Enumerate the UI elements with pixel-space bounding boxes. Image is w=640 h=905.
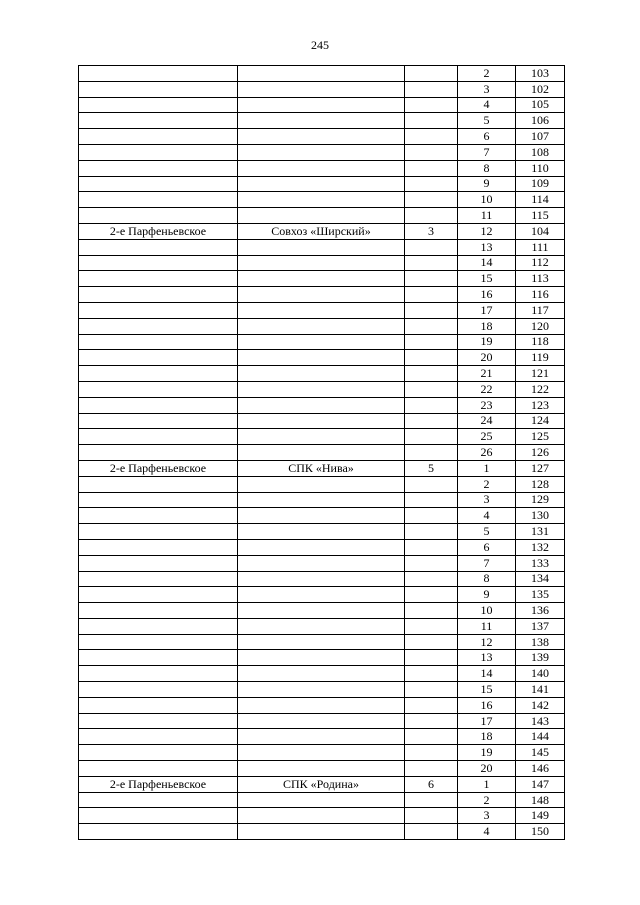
- field-number-cell: 123: [516, 397, 565, 413]
- field-number-cell: 124: [516, 413, 565, 429]
- item-number-cell: 20: [458, 350, 516, 366]
- settlement-cell: [79, 587, 238, 603]
- settlement-cell: [79, 287, 238, 303]
- settlement-cell: [79, 318, 238, 334]
- settlement-cell: [79, 824, 238, 840]
- field-number-cell: 102: [516, 81, 565, 97]
- enterprise-cell: [238, 239, 405, 255]
- section-number-cell: 3: [405, 223, 458, 239]
- section-number-cell: [405, 302, 458, 318]
- item-number-cell: 3: [458, 81, 516, 97]
- item-number-cell: 10: [458, 192, 516, 208]
- item-number-cell: 4: [458, 97, 516, 113]
- table-row: [79, 271, 565, 287]
- enterprise-cell: [238, 429, 405, 445]
- field-number-cell: 121: [516, 366, 565, 382]
- table-row: [79, 129, 565, 145]
- section-number-cell: [405, 492, 458, 508]
- section-number-cell: [405, 113, 458, 129]
- field-number-cell: 113: [516, 271, 565, 287]
- field-number-cell: 129: [516, 492, 565, 508]
- item-number-cell: 21: [458, 366, 516, 382]
- table-row: [79, 476, 565, 492]
- table-row: [79, 160, 565, 176]
- item-number-cell: 6: [458, 129, 516, 145]
- section-number-cell: [405, 555, 458, 571]
- table-row: [79, 524, 565, 540]
- settlement-cell: [79, 381, 238, 397]
- field-number-cell: 108: [516, 144, 565, 160]
- section-number-cell: 5: [405, 460, 458, 476]
- enterprise-cell: [238, 144, 405, 160]
- enterprise-cell: [238, 634, 405, 650]
- item-number-cell: 12: [458, 223, 516, 239]
- item-number-cell: 18: [458, 318, 516, 334]
- table-row: [79, 144, 565, 160]
- enterprise-cell: [238, 555, 405, 571]
- enterprise-cell: [238, 524, 405, 540]
- enterprise-cell: [238, 761, 405, 777]
- enterprise-cell: [238, 603, 405, 619]
- item-number-cell: 13: [458, 650, 516, 666]
- field-number-cell: 145: [516, 745, 565, 761]
- settlement-cell: [79, 729, 238, 745]
- field-number-cell: 130: [516, 508, 565, 524]
- section-number-cell: [405, 97, 458, 113]
- enterprise-cell: [238, 697, 405, 713]
- item-number-cell: 2: [458, 476, 516, 492]
- item-number-cell: 11: [458, 208, 516, 224]
- settlement-cell: 2-е Парфеньевское: [79, 223, 238, 239]
- field-number-cell: 147: [516, 776, 565, 792]
- field-number-cell: 148: [516, 792, 565, 808]
- settlement-cell: [79, 524, 238, 540]
- section-number-cell: [405, 381, 458, 397]
- field-number-cell: 141: [516, 682, 565, 698]
- settlement-cell: [79, 429, 238, 445]
- table-row: [79, 492, 565, 508]
- enterprise-cell: СПК «Родина»: [238, 776, 405, 792]
- settlement-cell: [79, 808, 238, 824]
- section-number-cell: [405, 129, 458, 145]
- item-number-cell: 1: [458, 776, 516, 792]
- field-number-cell: 146: [516, 761, 565, 777]
- table-row: [79, 302, 565, 318]
- settlement-cell: [79, 397, 238, 413]
- enterprise-cell: [238, 445, 405, 461]
- enterprise-cell: [238, 682, 405, 698]
- table-row: [79, 650, 565, 666]
- settlement-cell: [79, 129, 238, 145]
- settlement-cell: [79, 650, 238, 666]
- enterprise-cell: [238, 539, 405, 555]
- field-number-cell: 106: [516, 113, 565, 129]
- item-number-cell: 15: [458, 271, 516, 287]
- settlement-cell: [79, 445, 238, 461]
- section-number-cell: [405, 666, 458, 682]
- field-number-cell: 118: [516, 334, 565, 350]
- field-number-cell: 142: [516, 697, 565, 713]
- field-number-cell: 122: [516, 381, 565, 397]
- table-row: [79, 587, 565, 603]
- table-row: [79, 318, 565, 334]
- item-number-cell: 16: [458, 287, 516, 303]
- item-number-cell: 23: [458, 397, 516, 413]
- item-number-cell: 17: [458, 302, 516, 318]
- settlement-cell: 2-е Парфеньевское: [79, 776, 238, 792]
- section-number-cell: [405, 350, 458, 366]
- settlement-cell: [79, 350, 238, 366]
- item-number-cell: 19: [458, 334, 516, 350]
- field-number-cell: 115: [516, 208, 565, 224]
- section-number-cell: [405, 66, 458, 82]
- settlement-cell: [79, 745, 238, 761]
- table-row: [79, 66, 565, 82]
- enterprise-cell: [238, 650, 405, 666]
- section-number-cell: [405, 729, 458, 745]
- enterprise-cell: [238, 97, 405, 113]
- table-row: [79, 381, 565, 397]
- field-number-cell: 127: [516, 460, 565, 476]
- settlement-cell: [79, 682, 238, 698]
- enterprise-cell: [238, 208, 405, 224]
- table-row: [79, 366, 565, 382]
- section-number-cell: [405, 650, 458, 666]
- table-row: [79, 460, 565, 476]
- table-row: [79, 776, 565, 792]
- table-row: [79, 571, 565, 587]
- item-number-cell: 12: [458, 634, 516, 650]
- table-row: [79, 761, 565, 777]
- section-number-cell: [405, 476, 458, 492]
- enterprise-cell: Совхоз «Ширский»: [238, 223, 405, 239]
- enterprise-cell: [238, 160, 405, 176]
- table-row: [79, 713, 565, 729]
- item-number-cell: 1: [458, 460, 516, 476]
- section-number-cell: [405, 318, 458, 334]
- settlement-cell: [79, 603, 238, 619]
- table-row: [79, 192, 565, 208]
- section-number-cell: [405, 366, 458, 382]
- field-number-cell: 105: [516, 97, 565, 113]
- data-table: [78, 65, 565, 840]
- table-row: [79, 603, 565, 619]
- settlement-cell: [79, 476, 238, 492]
- field-number-cell: 112: [516, 255, 565, 271]
- field-number-cell: 134: [516, 571, 565, 587]
- field-number-cell: 139: [516, 650, 565, 666]
- item-number-cell: 14: [458, 255, 516, 271]
- page-number: 245: [311, 38, 329, 52]
- item-number-cell: 18: [458, 729, 516, 745]
- item-number-cell: 22: [458, 381, 516, 397]
- section-number-cell: [405, 192, 458, 208]
- table-row: [79, 508, 565, 524]
- settlement-cell: [79, 113, 238, 129]
- field-number-cell: 144: [516, 729, 565, 745]
- item-number-cell: 26: [458, 445, 516, 461]
- field-number-cell: 126: [516, 445, 565, 461]
- table-row: [79, 413, 565, 429]
- settlement-cell: [79, 192, 238, 208]
- section-number-cell: [405, 618, 458, 634]
- settlement-cell: [79, 366, 238, 382]
- enterprise-cell: [238, 192, 405, 208]
- enterprise-cell: [238, 618, 405, 634]
- enterprise-cell: [238, 287, 405, 303]
- field-number-cell: 132: [516, 539, 565, 555]
- enterprise-cell: [238, 66, 405, 82]
- section-number-cell: [405, 445, 458, 461]
- item-number-cell: 4: [458, 508, 516, 524]
- table-body: [79, 66, 565, 840]
- section-number-cell: [405, 81, 458, 97]
- item-number-cell: 7: [458, 144, 516, 160]
- enterprise-cell: [238, 745, 405, 761]
- enterprise-cell: [238, 476, 405, 492]
- enterprise-cell: [238, 729, 405, 745]
- enterprise-cell: [238, 334, 405, 350]
- section-number-cell: [405, 429, 458, 445]
- settlement-cell: [79, 792, 238, 808]
- table-row: [79, 350, 565, 366]
- field-number-cell: 143: [516, 713, 565, 729]
- enterprise-cell: [238, 397, 405, 413]
- enterprise-cell: [238, 129, 405, 145]
- field-number-cell: 110: [516, 160, 565, 176]
- field-number-cell: 131: [516, 524, 565, 540]
- table-row: [79, 555, 565, 571]
- table-row: [79, 634, 565, 650]
- section-number-cell: [405, 713, 458, 729]
- item-number-cell: 3: [458, 492, 516, 508]
- item-number-cell: 5: [458, 524, 516, 540]
- item-number-cell: 2: [458, 792, 516, 808]
- field-number-cell: 150: [516, 824, 565, 840]
- enterprise-cell: [238, 666, 405, 682]
- section-number-cell: [405, 682, 458, 698]
- item-number-cell: 25: [458, 429, 516, 445]
- item-number-cell: 20: [458, 761, 516, 777]
- item-number-cell: 16: [458, 697, 516, 713]
- field-number-cell: 138: [516, 634, 565, 650]
- enterprise-cell: [238, 318, 405, 334]
- table-row: [79, 445, 565, 461]
- table-row: [79, 666, 565, 682]
- enterprise-cell: [238, 713, 405, 729]
- settlement-cell: [79, 539, 238, 555]
- enterprise-cell: [238, 792, 405, 808]
- enterprise-cell: [238, 81, 405, 97]
- settlement-cell: [79, 176, 238, 192]
- table-row: [79, 429, 565, 445]
- table-row: [79, 239, 565, 255]
- settlement-cell: [79, 255, 238, 271]
- enterprise-cell: [238, 508, 405, 524]
- section-number-cell: [405, 144, 458, 160]
- table-row: [79, 255, 565, 271]
- field-number-cell: 114: [516, 192, 565, 208]
- settlement-cell: [79, 302, 238, 318]
- settlement-cell: [79, 66, 238, 82]
- field-number-cell: 117: [516, 302, 565, 318]
- item-number-cell: 24: [458, 413, 516, 429]
- item-number-cell: 14: [458, 666, 516, 682]
- settlement-cell: [79, 634, 238, 650]
- section-number-cell: [405, 287, 458, 303]
- field-number-cell: 120: [516, 318, 565, 334]
- field-number-cell: 107: [516, 129, 565, 145]
- enterprise-cell: [238, 492, 405, 508]
- section-number-cell: [405, 603, 458, 619]
- field-number-cell: 136: [516, 603, 565, 619]
- section-number-cell: [405, 413, 458, 429]
- field-number-cell: 125: [516, 429, 565, 445]
- enterprise-cell: СПК «Нива»: [238, 460, 405, 476]
- section-number-cell: [405, 271, 458, 287]
- enterprise-cell: [238, 824, 405, 840]
- settlement-cell: [79, 761, 238, 777]
- item-number-cell: 3: [458, 808, 516, 824]
- enterprise-cell: [238, 176, 405, 192]
- table-row: [79, 397, 565, 413]
- settlement-cell: [79, 555, 238, 571]
- table-row: [79, 539, 565, 555]
- item-number-cell: 9: [458, 587, 516, 603]
- table-row: [79, 745, 565, 761]
- enterprise-cell: [238, 271, 405, 287]
- section-number-cell: [405, 697, 458, 713]
- field-number-cell: 116: [516, 287, 565, 303]
- field-number-cell: 133: [516, 555, 565, 571]
- section-number-cell: [405, 745, 458, 761]
- field-number-cell: 109: [516, 176, 565, 192]
- enterprise-cell: [238, 255, 405, 271]
- settlement-cell: [79, 144, 238, 160]
- section-number-cell: [405, 334, 458, 350]
- item-number-cell: 8: [458, 571, 516, 587]
- table-row: [79, 682, 565, 698]
- settlement-cell: [79, 239, 238, 255]
- settlement-cell: [79, 492, 238, 508]
- table-row: [79, 287, 565, 303]
- section-number-cell: [405, 508, 458, 524]
- settlement-cell: [79, 413, 238, 429]
- settlement-cell: 2-е Парфеньевское: [79, 460, 238, 476]
- item-number-cell: 8: [458, 160, 516, 176]
- field-number-cell: 140: [516, 666, 565, 682]
- section-number-cell: [405, 634, 458, 650]
- settlement-cell: [79, 713, 238, 729]
- section-number-cell: [405, 208, 458, 224]
- enterprise-cell: [238, 413, 405, 429]
- section-number-cell: [405, 255, 458, 271]
- enterprise-cell: [238, 113, 405, 129]
- table-row: [79, 334, 565, 350]
- table-row: [79, 97, 565, 113]
- enterprise-cell: [238, 381, 405, 397]
- field-number-cell: 111: [516, 239, 565, 255]
- section-number-cell: [405, 397, 458, 413]
- settlement-cell: [79, 334, 238, 350]
- table-row: [79, 176, 565, 192]
- settlement-cell: [79, 666, 238, 682]
- field-number-cell: 149: [516, 808, 565, 824]
- enterprise-cell: [238, 571, 405, 587]
- item-number-cell: 4: [458, 824, 516, 840]
- section-number-cell: [405, 524, 458, 540]
- section-number-cell: [405, 539, 458, 555]
- section-number-cell: [405, 808, 458, 824]
- section-number-cell: [405, 587, 458, 603]
- section-number-cell: [405, 824, 458, 840]
- section-number-cell: [405, 160, 458, 176]
- settlement-cell: [79, 571, 238, 587]
- field-number-cell: 103: [516, 66, 565, 82]
- table-row: [79, 808, 565, 824]
- table-row: [79, 824, 565, 840]
- item-number-cell: 6: [458, 539, 516, 555]
- settlement-cell: [79, 271, 238, 287]
- table-row: [79, 208, 565, 224]
- table-row: [79, 223, 565, 239]
- field-number-cell: 104: [516, 223, 565, 239]
- table-row: [79, 618, 565, 634]
- section-number-cell: [405, 176, 458, 192]
- field-number-cell: 119: [516, 350, 565, 366]
- item-number-cell: 15: [458, 682, 516, 698]
- item-number-cell: 10: [458, 603, 516, 619]
- field-number-cell: 137: [516, 618, 565, 634]
- item-number-cell: 5: [458, 113, 516, 129]
- enterprise-cell: [238, 587, 405, 603]
- enterprise-cell: [238, 302, 405, 318]
- table-row: [79, 697, 565, 713]
- item-number-cell: 2: [458, 66, 516, 82]
- table-row: [79, 792, 565, 808]
- settlement-cell: [79, 160, 238, 176]
- item-number-cell: 17: [458, 713, 516, 729]
- item-number-cell: 19: [458, 745, 516, 761]
- settlement-cell: [79, 81, 238, 97]
- item-number-cell: 11: [458, 618, 516, 634]
- enterprise-cell: [238, 808, 405, 824]
- enterprise-cell: [238, 350, 405, 366]
- table-row: [79, 81, 565, 97]
- item-number-cell: 13: [458, 239, 516, 255]
- settlement-cell: [79, 618, 238, 634]
- item-number-cell: 7: [458, 555, 516, 571]
- section-number-cell: [405, 239, 458, 255]
- field-number-cell: 135: [516, 587, 565, 603]
- section-number-cell: [405, 571, 458, 587]
- enterprise-cell: [238, 366, 405, 382]
- section-number-cell: [405, 792, 458, 808]
- table-row: [79, 113, 565, 129]
- item-number-cell: 9: [458, 176, 516, 192]
- section-number-cell: [405, 761, 458, 777]
- section-number-cell: 6: [405, 776, 458, 792]
- table-row: [79, 729, 565, 745]
- settlement-cell: [79, 208, 238, 224]
- field-number-cell: 128: [516, 476, 565, 492]
- settlement-cell: [79, 697, 238, 713]
- settlement-cell: [79, 508, 238, 524]
- settlement-cell: [79, 97, 238, 113]
